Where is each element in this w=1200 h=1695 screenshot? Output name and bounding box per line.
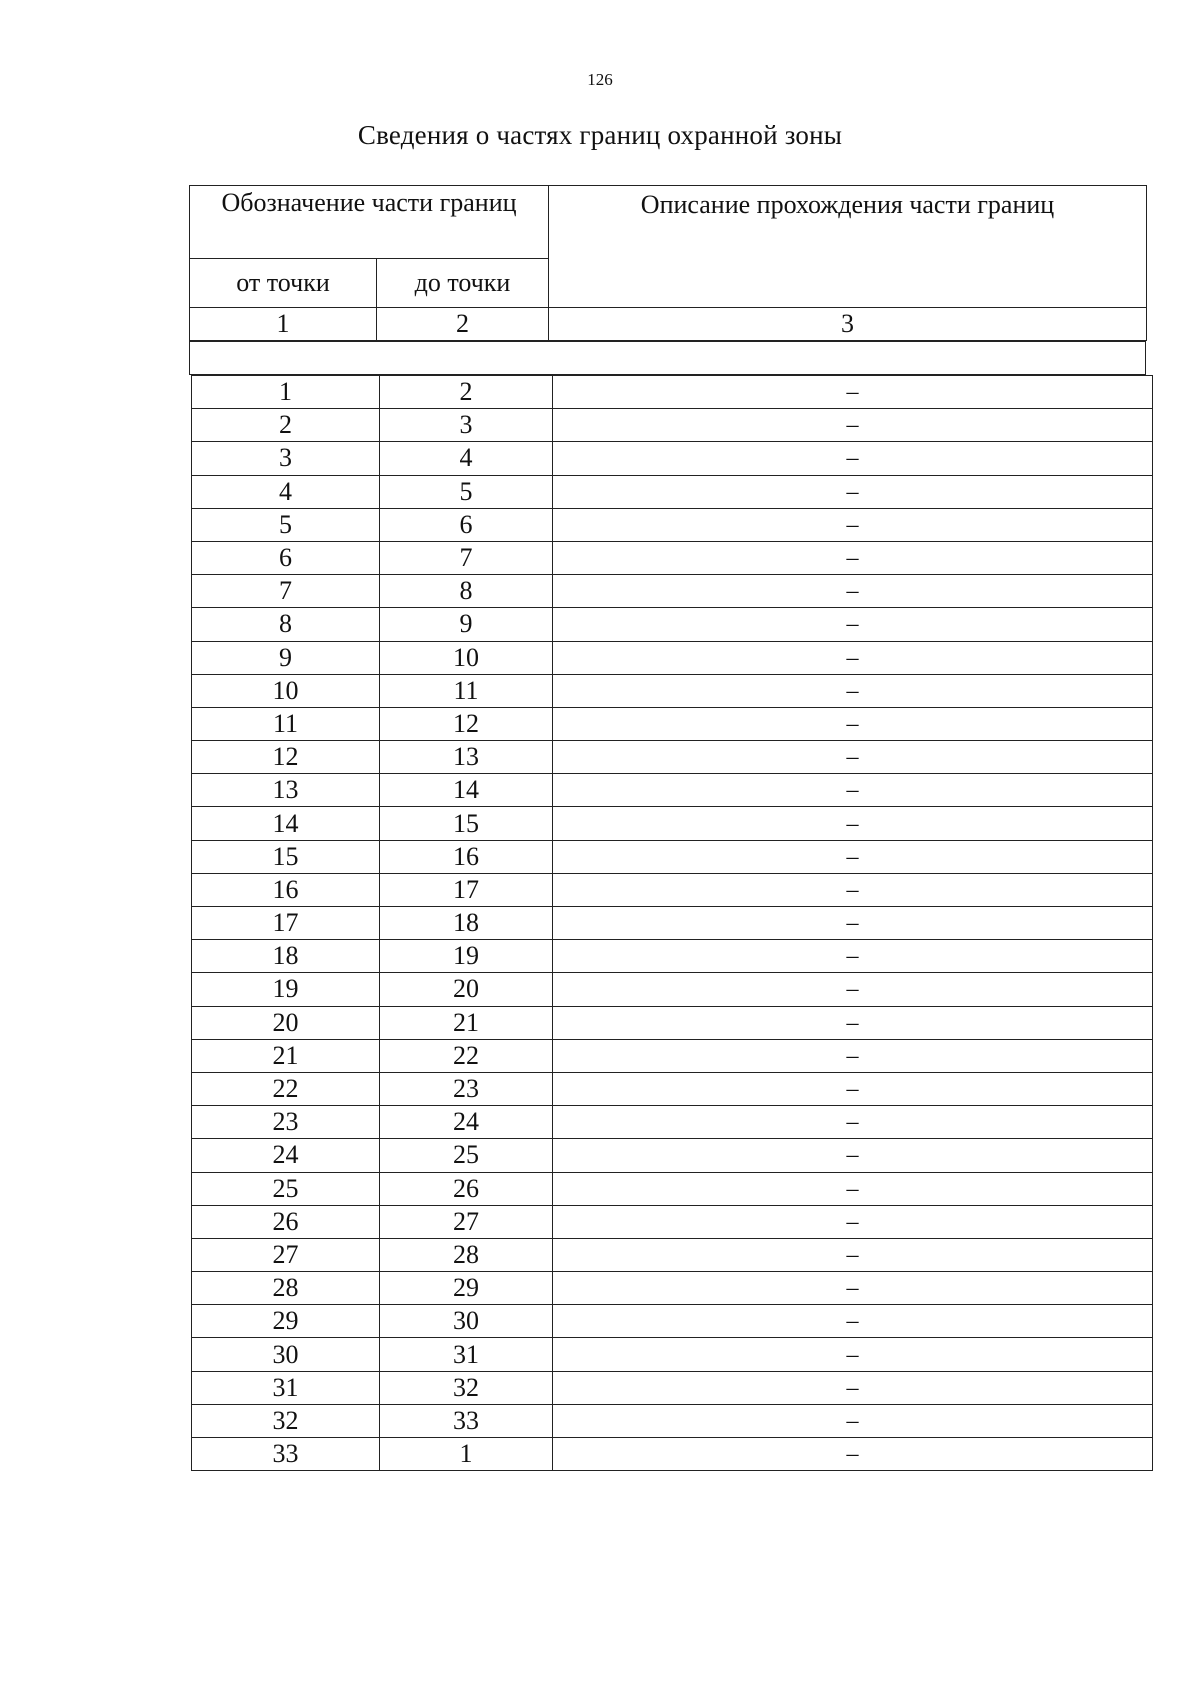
table-row [192,1272,1153,1305]
table-row [192,475,1153,508]
table-row [192,973,1153,1006]
table-row [192,940,1153,973]
to-point-cell: 3 [380,409,553,442]
document-title: Сведения о частях границ охранной зоны [357,120,843,150]
column-number-1: 1 [190,308,377,341]
to-point-cell: 28 [380,1238,553,1271]
table-row [192,442,1153,475]
from-point-cell: 33 [192,1438,380,1471]
column-number-3: 3 [549,308,1147,341]
blank-row [189,341,1146,375]
description-cell: – [553,1172,1153,1205]
to-point-cell: 14 [380,774,553,807]
page-number: 126 [587,70,613,89]
description-cell: – [553,1272,1153,1305]
column-number-2: 2 [377,308,549,341]
table-row [192,1039,1153,1072]
to-point-cell: 33 [380,1404,553,1437]
to-point-cell: 30 [380,1305,553,1338]
from-point-cell: 22 [192,1072,380,1105]
from-point-cell: 25 [192,1172,380,1205]
table-row [192,1139,1153,1172]
table-row [192,1072,1153,1105]
from-point-cell: 10 [192,674,380,707]
header-designation: Обозначение части границ [190,186,549,259]
description-cell: – [553,774,1153,807]
to-point-cell: 20 [380,973,553,1006]
table-row [192,707,1153,740]
to-point-cell: 29 [380,1272,553,1305]
from-point-cell: 5 [192,508,380,541]
blank-cell [190,342,1146,375]
table-row [192,641,1153,674]
description-cell: – [553,873,1153,906]
table-row [192,774,1153,807]
to-point-cell: 27 [380,1205,553,1238]
to-point-cell: 1 [380,1438,553,1471]
from-point-cell: 11 [192,707,380,740]
to-point-cell: 6 [380,508,553,541]
description-cell: – [553,1404,1153,1437]
to-point-cell: 15 [380,807,553,840]
description-cell: – [553,1039,1153,1072]
table-row [192,1238,1153,1271]
description-cell: – [553,1072,1153,1105]
from-point-cell: 4 [192,475,380,508]
to-point-cell: 16 [380,840,553,873]
table-row [192,741,1153,774]
description-cell: – [553,1106,1153,1139]
from-point-cell: 29 [192,1305,380,1338]
to-point-cell: 19 [380,940,553,973]
description-cell: – [553,1371,1153,1404]
table-row [192,1338,1153,1371]
table-header [189,185,1147,308]
description-cell: – [553,575,1153,608]
description-cell: – [553,741,1153,774]
to-point-cell: 11 [380,674,553,707]
description-cell: – [553,541,1153,574]
from-point-cell: 21 [192,1039,380,1072]
table-row [192,1438,1153,1471]
description-cell: – [553,608,1153,641]
description-cell: – [553,1139,1153,1172]
table-row [192,409,1153,442]
table-row [192,1006,1153,1039]
description-cell: – [553,807,1153,840]
header-description: Описание прохождения части границ [549,186,1147,308]
to-point-cell: 32 [380,1371,553,1404]
to-point-cell: 21 [380,1006,553,1039]
table-row [192,907,1153,940]
description-cell: – [553,409,1153,442]
from-point-cell: 31 [192,1371,380,1404]
table-row [192,376,1153,409]
description-cell: – [553,973,1153,1006]
table-row [192,541,1153,574]
table-row [192,1371,1153,1404]
to-point-cell: 18 [380,907,553,940]
from-point-cell: 12 [192,741,380,774]
from-point-cell: 9 [192,641,380,674]
column-numbers-row [189,307,1147,341]
from-point-cell: 7 [192,575,380,608]
description-cell: – [553,475,1153,508]
from-point-cell: 19 [192,973,380,1006]
description-cell: – [553,1238,1153,1271]
description-cell: – [553,1006,1153,1039]
from-point-cell: 24 [192,1139,380,1172]
table-row [192,1172,1153,1205]
from-point-cell: 17 [192,907,380,940]
to-point-cell: 24 [380,1106,553,1139]
to-point-cell: 26 [380,1172,553,1205]
to-point-cell: 25 [380,1139,553,1172]
description-cell: – [553,1305,1153,1338]
from-point-cell: 15 [192,840,380,873]
from-point-cell: 30 [192,1338,380,1371]
description-cell: – [553,508,1153,541]
to-point-cell: 9 [380,608,553,641]
description-cell: – [553,1205,1153,1238]
from-point-cell: 2 [192,409,380,442]
to-point-cell: 4 [380,442,553,475]
from-point-cell: 32 [192,1404,380,1437]
to-point-cell: 12 [380,707,553,740]
description-cell: – [553,442,1153,475]
table-row [192,840,1153,873]
from-point-cell: 27 [192,1238,380,1271]
description-cell: – [553,1438,1153,1471]
table-row [192,873,1153,906]
to-point-cell: 8 [380,575,553,608]
description-cell: – [553,1338,1153,1371]
from-point-cell: 1 [192,376,380,409]
from-point-cell: 28 [192,1272,380,1305]
to-point-cell: 10 [380,641,553,674]
to-point-cell: 22 [380,1039,553,1072]
table-row [192,1305,1153,1338]
table-row [192,1404,1153,1437]
table-row [192,575,1153,608]
to-point-cell: 31 [380,1338,553,1371]
from-point-cell: 3 [192,442,380,475]
to-point-cell: 17 [380,873,553,906]
to-point-cell: 2 [380,376,553,409]
from-point-cell: 6 [192,541,380,574]
from-point-cell: 13 [192,774,380,807]
from-point-cell: 14 [192,807,380,840]
from-point-cell: 16 [192,873,380,906]
header-from-point: от точки [190,259,377,308]
description-cell: – [553,376,1153,409]
description-cell: – [553,840,1153,873]
boundary-parts-table [191,375,1153,1471]
table-row [192,807,1153,840]
description-cell: – [553,940,1153,973]
description-cell: – [553,907,1153,940]
from-point-cell: 26 [192,1205,380,1238]
table-row [192,674,1153,707]
table-body [192,376,1153,1471]
table-row [192,508,1153,541]
description-cell: – [553,641,1153,674]
from-point-cell: 18 [192,940,380,973]
table-row [192,1106,1153,1139]
table-row [192,1205,1153,1238]
from-point-cell: 20 [192,1006,380,1039]
table-row [192,608,1153,641]
header-to-point: до точки [377,259,549,308]
to-point-cell: 23 [380,1072,553,1105]
to-point-cell: 5 [380,475,553,508]
from-point-cell: 8 [192,608,380,641]
from-point-cell: 23 [192,1106,380,1139]
description-cell: – [553,707,1153,740]
to-point-cell: 7 [380,541,553,574]
to-point-cell: 13 [380,741,553,774]
description-cell: – [553,674,1153,707]
